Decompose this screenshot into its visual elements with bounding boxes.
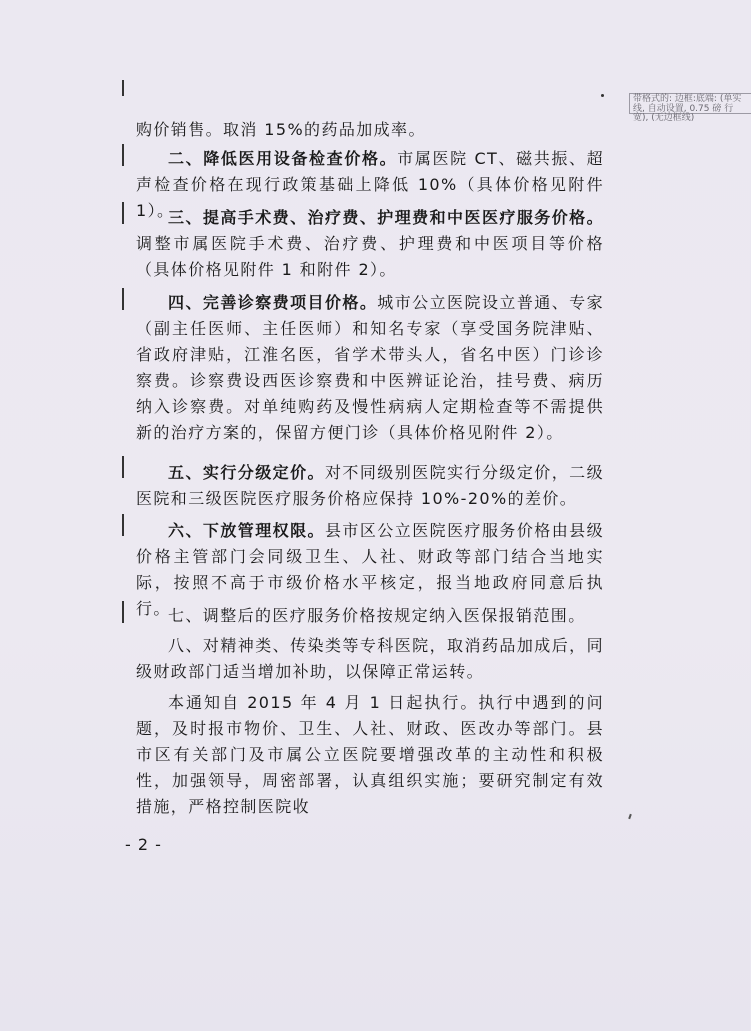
revision-mark xyxy=(122,144,124,166)
paragraph-section-2: 二、降低医用设备检查价格。市属医院 CT、磁共振、超声检查价格在现行政策基础上降低 10%（具体价格见附件 1）。 xyxy=(136,149,604,220)
paragraph-section-8: 八、对精神类、传染类等专科医院，取消药品加成后，同级财政部门适当增加补助，以保障正常运转。 xyxy=(136,636,604,681)
section-heading: 二、降低医用设备检查价格。 xyxy=(168,149,398,168)
paragraph-section-4: 四、完善诊察费项目价格。城市公立医院设立普通、专家（副主任医师、主任医师）和知名专家（享受国务院津贴、省政府津贴，江淮名医，省学术带头人，省名中医）门诊诊察费。诊察费设西医诊察费和中医辨证论治，挂号费、病历纳入诊察费。对单纯购药及慢性病病人定期检查等不需提供新的治疗方案的，保留方便门诊（具体价格见附件 2）。 xyxy=(136,293,604,442)
paragraph-section-5: 五、实行分级定价。对不同级别医院实行分级定价，二级医院和三级医院医疗服务价格应保持 10%-20%的差价。 xyxy=(136,463,604,508)
speck-mark xyxy=(628,814,632,819)
section-heading: 三、提高手术费、治疗费、护理费和中医医疗服务价格。 xyxy=(168,208,604,227)
paragraph-section-7: 七、调整后的医疗服务价格按规定纳入医保报销范围。 xyxy=(168,606,586,625)
format-annotation: 带格式的: 边框:底端: (单实线, 自动设置, 0.75 磅 行宽), (无边框线) xyxy=(629,93,751,114)
revision-mark xyxy=(122,514,124,536)
section-heading: 六、下放管理权限。 xyxy=(168,521,325,540)
paragraph-section-3: 三、提高手术费、治疗费、护理费和中医医疗服务价格。调整市属医院手术费、治疗费、护理费和中医项目等价格（具体价格见附件 1 和附件 2）。 xyxy=(136,208,604,279)
section-heading: 四、完善诊察费项目价格。 xyxy=(168,293,378,312)
revision-mark xyxy=(122,202,124,224)
section-heading: 五、实行分级定价。 xyxy=(168,463,325,482)
revision-mark xyxy=(122,456,124,478)
paragraph-effective-date: 本通知自 2015 年 4 月 1 日起执行。执行中遇到的问题，及时报市物价、卫生、人社、财政、医改办等部门。县市区有关部门及市属公立医院要增强改革的主动性和积极性，加强领导，周密部署，认真组织实施；要研究制定有效措施，严格控制医院收 xyxy=(136,693,604,816)
paragraph-continued: 购价销售。取消 15%的药品加成率。 xyxy=(136,120,426,139)
speck-mark xyxy=(601,94,604,97)
revision-mark xyxy=(122,80,124,96)
revision-mark xyxy=(122,601,124,623)
paragraph-section-6: 六、下放管理权限。县市区公立医院医疗服务价格由县级价格主管部门会同级卫生、人社、财政等部门结合当地实际，按照不高于市级价格水平核定，报当地政府同意后执行。 xyxy=(136,521,604,618)
revision-mark xyxy=(122,288,124,310)
page-number: - 2 - xyxy=(125,835,162,854)
